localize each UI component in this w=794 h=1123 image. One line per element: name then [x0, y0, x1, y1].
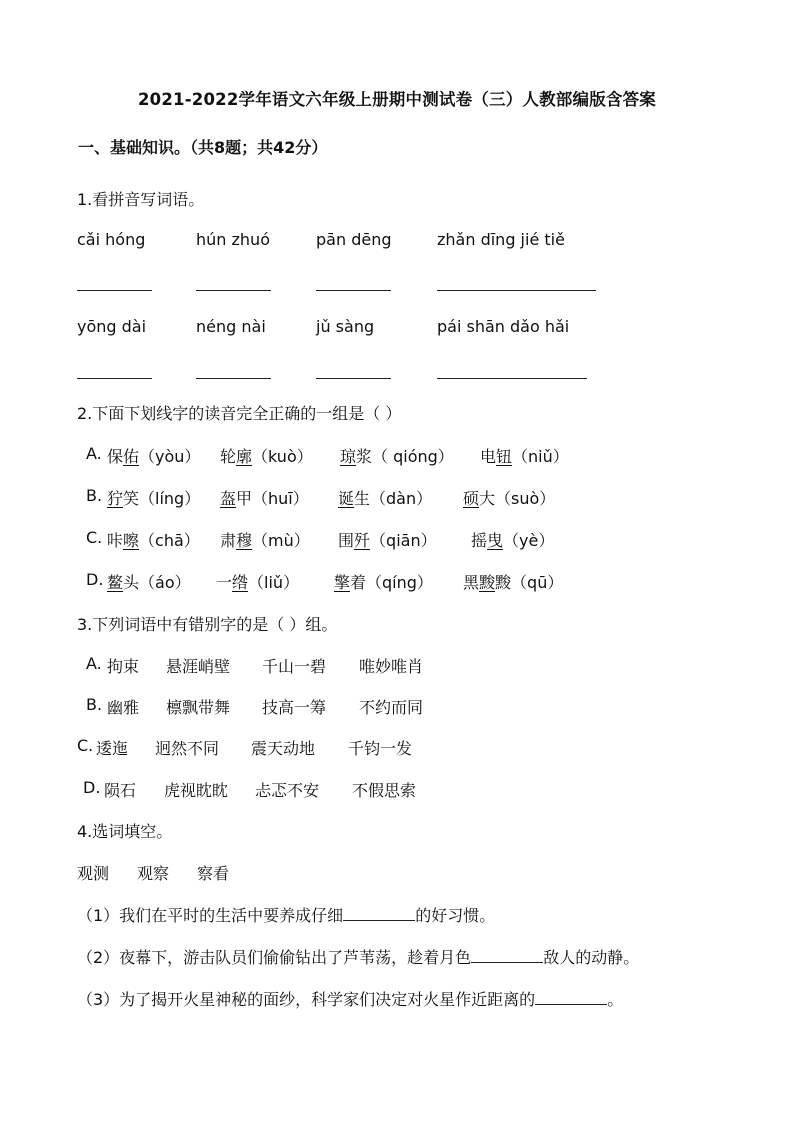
q3-option-a-word-2: 悬涯峭壁 — [166, 657, 231, 676]
q3-option-b-word-1: 幽雅 — [107, 698, 140, 717]
pinyin-2: hún zhuó — [196, 230, 270, 249]
q2-option-b-word-4: 硕大（suò） — [463, 489, 556, 508]
q2-option-d-label[interactable]: D. — [86, 570, 104, 589]
q3-option-b-label[interactable]: B. — [86, 695, 103, 714]
question-2-stem: 2.下面下划线字的读音完全正确的一组是（ ） — [77, 404, 402, 423]
question-1-stem: 1.看拼音写词语。 — [77, 190, 205, 209]
fill-sentence-3: （3）为了揭开火星神秘的面纱，科学家们决定对火星作近距离的 。 — [77, 990, 624, 1009]
q2-option-a-word-1: 保佑（yòu） — [107, 447, 201, 466]
q2-option-a-word-4: 电钮（niǔ） — [480, 447, 569, 466]
pinyin-4: zhǎn dīng jié tiě — [437, 230, 565, 249]
pinyin-6: néng nài — [196, 317, 266, 336]
q2-option-c-word-2: 肃穆（mù） — [220, 531, 310, 550]
answer-blank-2[interactable] — [196, 290, 271, 291]
q2-option-c-word-3: 围歼（qiān） — [338, 531, 437, 550]
q2-option-d-word-4: 黑黢黢（qū） — [463, 573, 564, 592]
q3-option-a-word-1: 拘束 — [107, 657, 140, 676]
answer-blank-7[interactable] — [316, 378, 391, 379]
q3-option-c-word-1: 逶迤 — [96, 739, 129, 758]
q2-option-d-word-1: 鳌头（áo） — [107, 573, 191, 592]
q3-option-d-word-3: 忐忑不安 — [255, 781, 320, 800]
word-choice-3: 察看 — [197, 864, 230, 883]
q2-option-b-word-3: 诞生（dàn） — [338, 489, 433, 508]
q3-option-b-word-2: 檩飘带舞 — [166, 698, 231, 717]
q2-option-b-word-1: 狞笑（líng） — [107, 489, 201, 508]
q2-option-d-word-2: 一绺（liǔ） — [216, 573, 300, 592]
q3-option-a-word-3: 千山一碧 — [262, 657, 327, 676]
q2-option-b-label[interactable]: B. — [86, 486, 103, 505]
q3-option-a-word-4: 唯妙唯肖 — [359, 657, 424, 676]
word-choice-1: 观测 — [77, 864, 110, 883]
fill-blank-3[interactable] — [535, 990, 607, 1005]
fill-sentence-1: （1）我们在平时的生活中要养成仔细 的好习惯。 — [77, 906, 496, 925]
answer-blank-5[interactable] — [77, 378, 152, 379]
q3-option-b-word-4: 不约而同 — [359, 698, 424, 717]
page-title: 2021-2022学年语文六年级上册期中测试卷（三）人教部编版含答案 — [138, 90, 656, 109]
q3-option-c-word-3: 震天动地 — [251, 739, 316, 758]
pinyin-8: pái shān dǎo hǎi — [437, 317, 570, 336]
q2-option-c-word-4: 摇曳（yè） — [471, 531, 555, 550]
answer-blank-4[interactable] — [437, 290, 596, 291]
q3-option-b-word-3: 技高一筹 — [262, 698, 327, 717]
question-4-stem: 4.选词填空。 — [77, 822, 173, 841]
question-3-stem: 3.下列词语中有错别字的是（ ）组。 — [77, 615, 338, 634]
section-heading: 一、基础知识。（共8题；共42分） — [78, 138, 328, 157]
pinyin-5: yōng dài — [77, 317, 147, 336]
fill-sentence-2: （2）夜幕下，游击队员们偷偷钻出了芦苇荡，趁着月色 敌人的动静。 — [77, 948, 640, 967]
q2-option-c-word-1: 咔嚓（chā） — [107, 531, 200, 550]
word-choice-2: 观察 — [137, 864, 170, 883]
answer-blank-6[interactable] — [196, 378, 271, 379]
q3-option-a-label[interactable]: A. — [86, 654, 102, 673]
q3-option-d-label[interactable]: D. — [83, 778, 101, 797]
fill-blank-1[interactable] — [343, 906, 415, 921]
answer-blank-8[interactable] — [437, 378, 587, 379]
q2-option-c-label[interactable]: C. — [86, 528, 103, 547]
q3-option-c-word-2: 迥然不同 — [155, 739, 220, 758]
pinyin-3: pān dēng — [316, 230, 392, 249]
q2-option-a-word-2: 轮廓（kuò） — [220, 447, 313, 466]
q3-option-d-word-4: 不假思索 — [352, 781, 417, 800]
q3-option-d-word-1: 陨石 — [104, 781, 137, 800]
answer-blank-3[interactable] — [316, 290, 391, 291]
answer-blank-1[interactable] — [77, 290, 152, 291]
q2-option-a-word-3: 琼浆（ qióng） — [340, 447, 454, 466]
q3-option-c-word-4: 千钧一发 — [348, 739, 413, 758]
pinyin-1: cǎi hóng — [77, 230, 146, 249]
q3-option-c-label[interactable]: C. — [77, 736, 94, 755]
pinyin-7: jǔ sàng — [316, 317, 375, 336]
q2-option-a-label[interactable]: A. — [86, 444, 102, 463]
fill-blank-2[interactable] — [471, 948, 543, 963]
q2-option-b-word-2: 盔甲（huī） — [220, 489, 309, 508]
q2-option-d-word-3: 擎着（qíng） — [334, 573, 433, 592]
q3-option-d-word-2: 虎视眈眈 — [164, 781, 229, 800]
